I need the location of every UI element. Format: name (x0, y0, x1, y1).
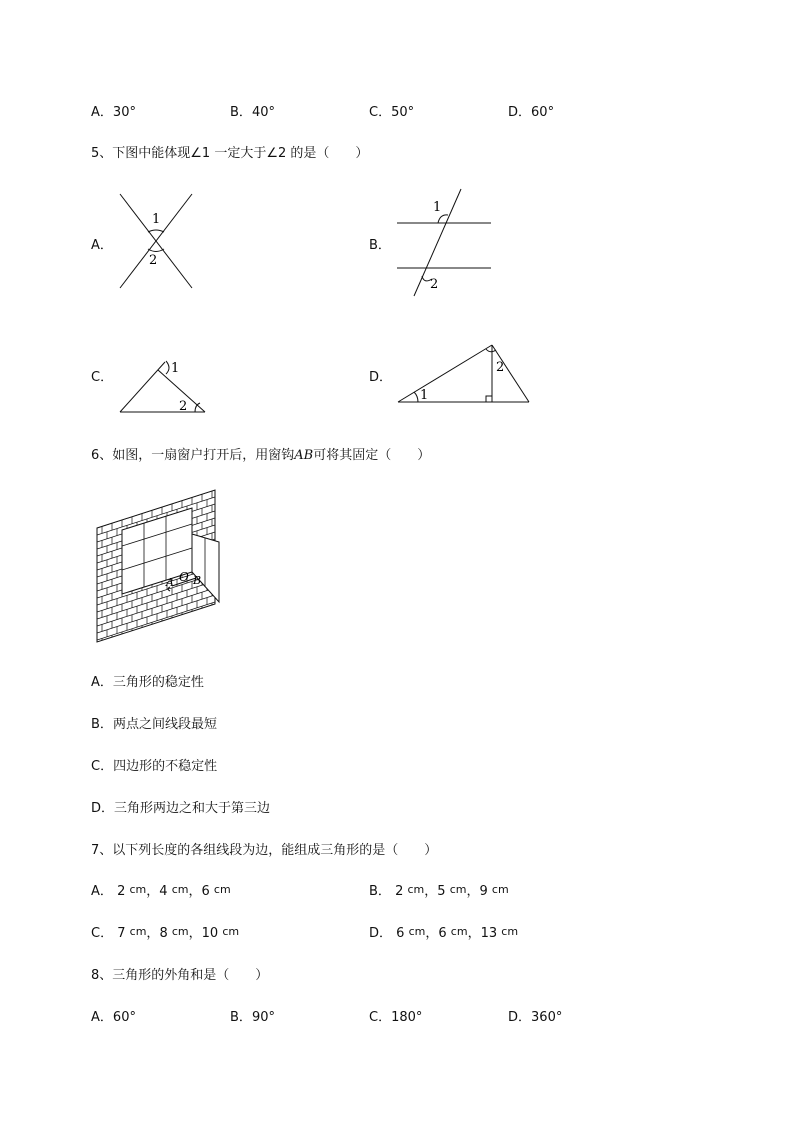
q6-option-b: B．两点之间线段最短 (91, 717, 217, 732)
q6-point-a: A (166, 576, 174, 589)
q5-d-angle-2: 2 (496, 360, 505, 375)
q7-option-d: D． 6 cm，6 cm，13 cm (369, 925, 519, 941)
q6-point-b: B (193, 574, 202, 587)
q7-option-c: C． 7 cm，8 cm，10 cm (91, 925, 240, 941)
q6-window-figure (92, 486, 227, 646)
q6-option-c: C．四边形的不稳定性 (91, 759, 218, 774)
q5-figure-c (112, 328, 212, 418)
q8-stem: 8、三角形的外角和是（ ） (91, 968, 269, 983)
q7-option-b: B． 2 cm，5 cm，9 cm (369, 883, 509, 899)
brick-course-line (97, 595, 215, 633)
q5-a-angle-1: 1 (152, 212, 161, 227)
q8-option-b: B．90° (230, 1010, 275, 1025)
brick-course-line (97, 630, 215, 646)
q5-option-d-label: D． (369, 370, 393, 385)
q5-a-angle-2: 2 (149, 253, 158, 268)
q5-option-b-label: B． (369, 238, 391, 253)
q5-c-angle-1: 1 (171, 361, 180, 376)
q8-option-a: A．60° (91, 1010, 136, 1025)
q5-b-angle-1: 1 (433, 200, 442, 215)
q5-figure-a (112, 190, 202, 294)
q4-option-c: C．50° (369, 105, 415, 120)
q4-option-d: D．60° (508, 105, 555, 120)
q6-stem-segment: AB (294, 448, 314, 463)
q6-stem: 6、如图，一扇窗户打开后，用窗钩AB可将其固定（ ） (91, 448, 431, 463)
q5-option-a-label: A． (91, 238, 113, 253)
q5-c-angle-2: 2 (179, 399, 188, 414)
q5-d-angle-1: 1 (420, 388, 429, 403)
q5-stem: 5、下图中能体现∠1 一定大于∠2 的是（ ） (91, 146, 369, 161)
q6-option-a: A．三角形的稳定性 (91, 675, 204, 690)
q4-option-a: A．30° (91, 105, 136, 120)
q7-stem: 7、以下列长度的各组线段为边，能组成三角形的是（ ） (91, 843, 438, 858)
q6-point-o: O (179, 570, 189, 584)
q5-figure-b (392, 186, 502, 300)
q8-option-d: D．360° (508, 1010, 563, 1025)
q5-figure-d (392, 340, 536, 408)
q8-option-c: C．180° (369, 1010, 423, 1025)
q5-b-angle-2: 2 (430, 277, 439, 292)
q7-option-a: A． 2 cm，4 cm，6 cm (91, 883, 231, 899)
q5-option-c-label: C． (91, 370, 114, 385)
brick-course-line (97, 637, 215, 646)
q4-option-b: B．40° (230, 105, 275, 120)
q6-option-d: D．三角形两边之和大于第三边 (91, 801, 271, 816)
